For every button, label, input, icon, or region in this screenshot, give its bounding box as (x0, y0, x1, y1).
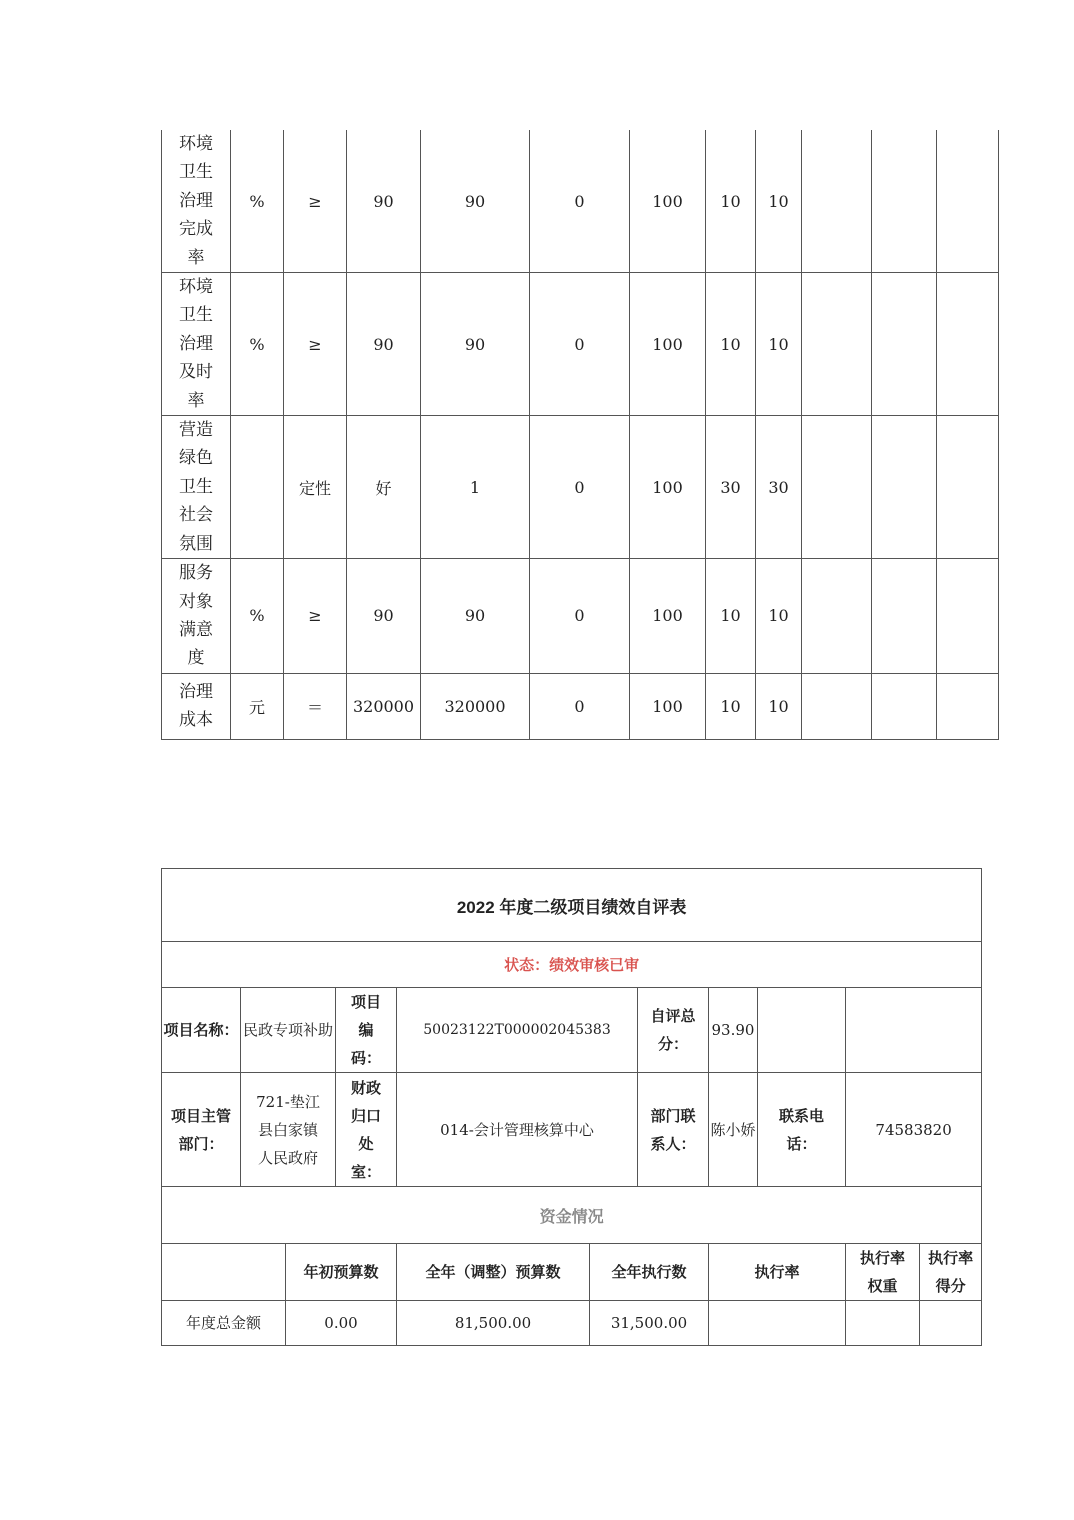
empty-cell (872, 673, 937, 739)
indicator-deviation: 0 (530, 273, 630, 416)
empty-cell (872, 273, 937, 416)
indicator-score: 10 (756, 673, 802, 739)
empty-cell (937, 416, 999, 559)
contact-label: 部门联系人： (638, 1073, 709, 1187)
indicator-weight: 30 (706, 416, 756, 559)
project-name-value: 民政专项补助 (241, 988, 336, 1073)
funds-header-adjusted: 全年（调整）预算数 (397, 1244, 590, 1301)
indicator-score: 10 (756, 273, 802, 416)
indicator-op: ＝ (284, 673, 347, 739)
contact-value: 陈小娇 (709, 1073, 758, 1187)
funds-header-executed: 全年执行数 (590, 1244, 709, 1301)
indicator-unit: % (231, 273, 284, 416)
indicator-op: ≥ (284, 559, 347, 674)
indicator-deviation: 0 (530, 559, 630, 674)
status-text: 状态：绩效审核已审 (162, 942, 982, 988)
empty-cell (846, 988, 982, 1073)
indicator-name: 环境卫生治理及时率 (162, 273, 231, 416)
project-name-label: 项目名称： (162, 988, 241, 1073)
indicator-unit (231, 416, 284, 559)
dept-value: 721-垫江县白家镇人民政府 (241, 1073, 336, 1187)
indicator-table (161, 130, 999, 740)
empty-cell (758, 988, 846, 1073)
indicator-actual: 320000 (421, 673, 530, 739)
empty-cell (937, 673, 999, 739)
indicator-unit: 元 (231, 673, 284, 739)
empty-cell (802, 416, 872, 559)
indicator-actual: 90 (421, 130, 530, 273)
indicator-weight: 10 (706, 130, 756, 273)
indicator-rate: 100 (630, 673, 706, 739)
funds-header-initial: 年初预算数 (286, 1244, 397, 1301)
indicator-score: 30 (756, 416, 802, 559)
indicator-score: 10 (756, 559, 802, 674)
indicator-op: 定性 (284, 416, 347, 559)
table-row (162, 673, 999, 739)
indicator-target: 320000 (347, 673, 421, 739)
indicator-unit: % (231, 559, 284, 674)
indicator-deviation: 0 (530, 130, 630, 273)
indicator-rate: 100 (630, 559, 706, 674)
empty-cell (937, 273, 999, 416)
indicator-weight: 10 (706, 673, 756, 739)
indicator-rate: 100 (630, 130, 706, 273)
table-row (162, 559, 999, 674)
empty-cell (802, 130, 872, 273)
project-code-value: 50023122T000002045383 (397, 988, 638, 1073)
funds-row-weight (846, 1301, 920, 1346)
empty-header-cell (162, 1244, 286, 1301)
indicator-rate: 100 (630, 416, 706, 559)
phone-label: 联系电话： (758, 1073, 846, 1187)
indicator-rate: 100 (630, 273, 706, 416)
indicator-weight: 10 (706, 273, 756, 416)
finance-value: 014-会计管理核算中心 (397, 1073, 638, 1187)
funds-row-executed: 31,500.00 (590, 1301, 709, 1346)
empty-cell (872, 130, 937, 273)
indicator-deviation: 0 (530, 416, 630, 559)
indicator-score: 10 (756, 130, 802, 273)
indicator-actual: 1 (421, 416, 530, 559)
indicator-op: ≥ (284, 130, 347, 273)
funds-header-rate-weight: 执行率权重 (846, 1244, 920, 1301)
funds-row-rate (709, 1301, 846, 1346)
performance-eval-table (161, 868, 982, 1346)
indicator-target: 好 (347, 416, 421, 559)
project-code-label: 项目编码： (336, 988, 397, 1073)
indicator-weight: 10 (706, 559, 756, 674)
funds-row-initial: 0.00 (286, 1301, 397, 1346)
empty-cell (872, 559, 937, 674)
finance-label: 财政归口处室： (336, 1073, 397, 1187)
phone-value: 74583820 (846, 1073, 982, 1187)
table-row (162, 273, 999, 416)
funds-section-title: 资金情况 (162, 1187, 982, 1244)
indicator-op: ≥ (284, 273, 347, 416)
indicator-actual: 90 (421, 273, 530, 416)
indicator-name: 营造绿色卫生社会氛围 (162, 416, 231, 559)
funds-row-score (920, 1301, 982, 1346)
funds-header-rate: 执行率 (709, 1244, 846, 1301)
indicator-deviation: 0 (530, 673, 630, 739)
empty-cell (802, 559, 872, 674)
self-score-value: 93.90 (709, 988, 758, 1073)
table-row (162, 416, 999, 559)
funds-row-label: 年度总金额 (162, 1301, 286, 1346)
indicator-name: 治理成本 (162, 673, 231, 739)
table-title: 2022 年度二级项目绩效自评表 (162, 869, 982, 942)
empty-cell (937, 559, 999, 674)
funds-row-adjusted: 81,500.00 (397, 1301, 590, 1346)
empty-cell (802, 673, 872, 739)
empty-cell (802, 273, 872, 416)
table-row (162, 130, 999, 273)
indicator-unit: % (231, 130, 284, 273)
funds-header-rate-score: 执行率得分 (920, 1244, 982, 1301)
empty-cell (872, 416, 937, 559)
indicator-target: 90 (347, 273, 421, 416)
self-score-label: 自评总分： (638, 988, 709, 1073)
empty-cell (937, 130, 999, 273)
indicator-actual: 90 (421, 559, 530, 674)
indicator-name: 服务对象满意度 (162, 559, 231, 674)
indicator-target: 90 (347, 130, 421, 273)
indicator-name: 环境卫生治理完成率 (162, 130, 231, 273)
indicator-target: 90 (347, 559, 421, 674)
dept-label: 项目主管部门： (162, 1073, 241, 1187)
